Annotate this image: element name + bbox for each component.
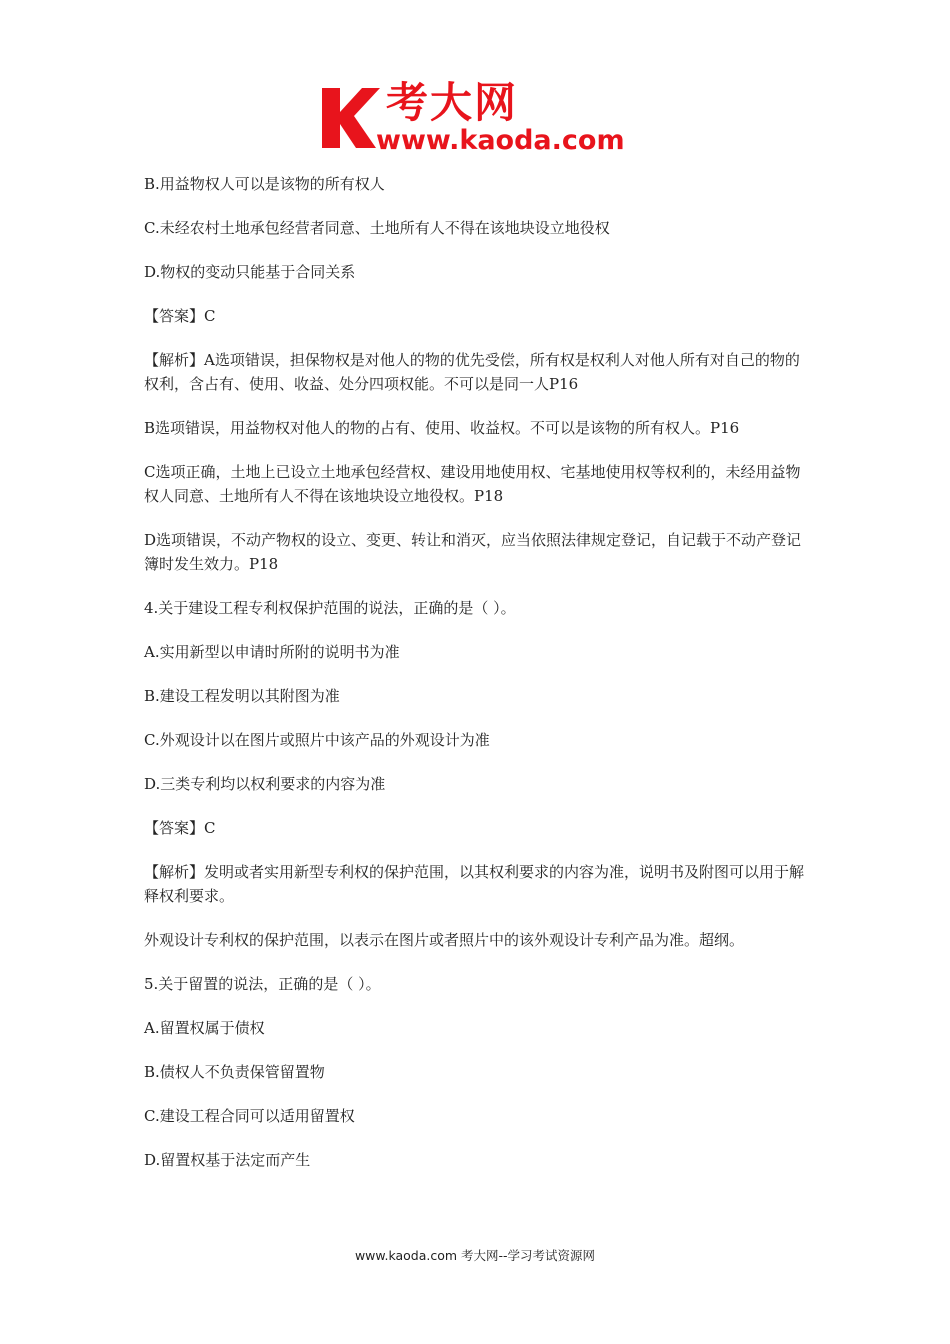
analysis-paragraph: 【解析】发明或者实用新型专利权的保护范围，以其权利要求的内容为准，说明书及附图可以用于解释权利要求。 bbox=[144, 863, 805, 905]
analysis-paragraph: C选项正确，土地上已设立土地承包经营权、建设用地使用权、宅基地使用权等权利的，未经用益物权人同意、土地所有人不得在该地块设立地役权。P18 bbox=[144, 463, 801, 505]
analysis-paragraph: 【解析】A选项错误，担保物权是对他人的物的优先受偿，所有权是权利人对他人所有对自己的物的权利，含占有、使用、收益、处分四项权能。不可以是同一人P16 bbox=[144, 351, 800, 393]
option: D.留置权基于法定而产生 bbox=[144, 1151, 311, 1169]
paragraph: B.用益物权人可以是该物的所有权人 bbox=[144, 175, 385, 193]
option: A.实用新型以申请时所附的说明书为准 bbox=[144, 643, 400, 661]
option: C.外观设计以在图片或照片中该产品的外观设计为准 bbox=[144, 731, 490, 749]
option: D.三类专利均以权利要求的内容为准 bbox=[144, 775, 386, 793]
document-body bbox=[144, 172, 812, 1192]
k-logo-icon bbox=[320, 82, 382, 152]
option: B.债权人不负责保管留置物 bbox=[144, 1063, 325, 1081]
answer-line: 【答案】C bbox=[144, 307, 216, 325]
paragraph: C.未经农村土地承包经营者同意、土地所有人不得在该地块设立地役权 bbox=[144, 219, 610, 237]
analysis-paragraph: B选项错误，用益物权对他人的物的占有、使用、收益权。不可以是该物的所有权人。P16 bbox=[144, 419, 740, 437]
option: C.建设工程合同可以适用留置权 bbox=[144, 1107, 355, 1125]
question-title: 4.关于建设工程专利权保护范围的说法，正确的是（ ）。 bbox=[144, 599, 516, 617]
analysis-paragraph: D选项错误，不动产物权的设立、变更、转让和消灭，应当依照法律规定登记，自记载于不动产登记簿时发生效力。P18 bbox=[144, 531, 802, 573]
logo-chinese-text: 考大网 bbox=[386, 78, 519, 127]
page-footer: www.kaoda.com 考大网--学习考试资源网 bbox=[354, 1248, 596, 1263]
option: A.留置权属于债权 bbox=[144, 1019, 265, 1037]
option: B.建设工程发明以其附图为准 bbox=[144, 687, 340, 705]
answer-line: 【答案】C bbox=[144, 819, 216, 837]
logo-url-text: www.kaoda.com bbox=[376, 125, 625, 156]
analysis-paragraph: 外观设计专利权的保护范围，以表示在图片或者照片中的该外观设计专利产品为准。超纲。 bbox=[144, 931, 745, 949]
paragraph: D.物权的变动只能基于合同关系 bbox=[144, 263, 356, 281]
site-logo bbox=[320, 80, 640, 160]
question-title: 5.关于留置的说法，正确的是（ ）。 bbox=[144, 975, 381, 993]
